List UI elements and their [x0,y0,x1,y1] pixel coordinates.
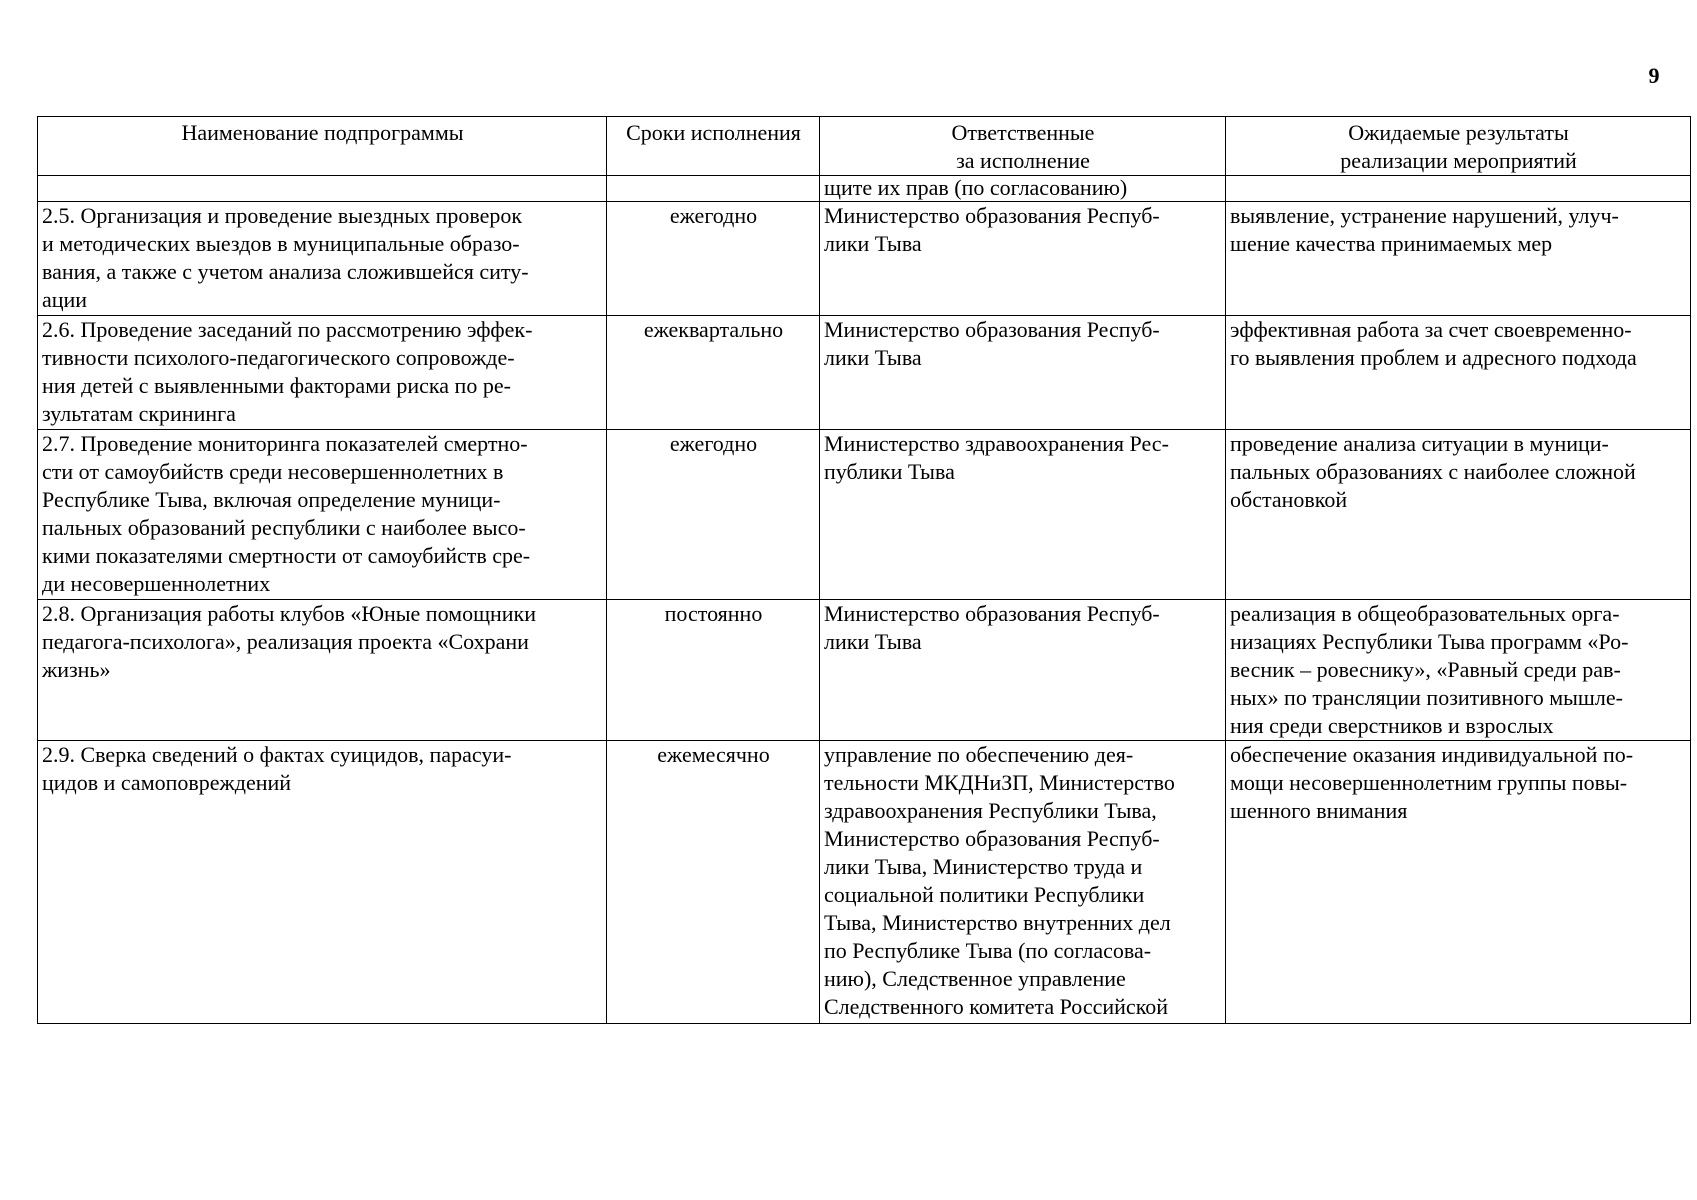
table-header-row [38,117,1691,176]
header-expected-results: Ожидаемые результаты реализации мероприятий [1226,117,1691,176]
table-row-continuation [38,176,1691,202]
cell-name: 2.5. Организация и проведение выездных проверок и методических выездов в муниципальные образо- вания, а также с учетом анализа сложившейся ситу- ации [38,202,607,316]
cell-responsible: Министерство образования Респуб- лики Тыва [820,202,1226,316]
cell-name: 2.6. Проведение заседаний по рассмотрению эффек- тивности психолого-педагогического сопровожде- ния детей с выявленными факторами риска по ре- зультатам скрининга [38,316,607,430]
header-responsible: Ответственные за исполнение [820,117,1226,176]
cell-responsible: управление по обеспечению дея- тельности МКДНиЗП, Министерство здравоохранения Республики Тыва, Министерство образования Респуб- лики Тыва, Министерство труда и социальной политики Республики Тыва, Министерство внутренних дел по Республике Тыва (по согласова- нию), Следственное управление Следственного комитета Российской [820,741,1226,1024]
cell-responsible: щите их прав (по согласованию) [820,176,1226,202]
table-row [38,430,1691,600]
cell-name [38,176,607,202]
cell-term: ежегодно [607,202,820,316]
cell-result: обеспечение оказания индивидуальной по- мощи несовершеннолетним группы повы- шенного внимания [1226,741,1691,1024]
cell-name: 2.9. Сверка сведений о фактах суицидов, парасуи- цидов и самоповреждений [38,741,607,1024]
cell-result: эффективная работа за счет своевременно- го выявления проблем и адресного подхода [1226,316,1691,430]
cell-term: ежегодно [607,430,820,600]
table-row [38,202,1691,316]
cell-term: ежеквартально [607,316,820,430]
cell-name: 2.8. Организация работы клубов «Юные помощники педагога-психолога», реализация проекта «Сохрани жизнь» [38,600,607,741]
cell-result: реализация в общеобразовательных орга- низациях Республики Тыва программ «Ро- весник – ровеснику», «Равный среди рав- ных» по трансляции позитивного мышле- ния среди сверстников и взрослых [1226,600,1691,741]
measures-table [37,116,1691,1024]
table-row [38,600,1691,741]
cell-term [607,176,820,202]
header-subprogram-name: Наименование подпрограммы [38,117,607,176]
cell-term: ежемесячно [607,741,820,1024]
cell-name: 2.7. Проведение мониторинга показателей смертно- сти от самоубийств среди несовершеннолетних в Республике Тыва, включая определение муници- пальных образований республики с наиболее высо- кими показателями смертности от самоубийств сре- ди несовершеннолетних [38,430,607,600]
header-terms: Сроки исполнения [607,117,820,176]
cell-responsible: Министерство здравоохранения Рес- публики Тыва [820,430,1226,600]
cell-responsible: Министерство образования Респуб- лики Тыва [820,600,1226,741]
cell-term: постоянно [607,600,820,741]
cell-result [1226,176,1691,202]
cell-result: выявление, устранение нарушений, улуч- шение качества принимаемых мер [1226,202,1691,316]
cell-result: проведение анализа ситуации в муници- пальных образованиях с наиболее сложной обстановкой [1226,430,1691,600]
cell-responsible: Министерство образования Респуб- лики Тыва [820,316,1226,430]
table-row [38,316,1691,430]
page-number: 9 [1648,63,1660,88]
table-row [38,741,1691,1024]
